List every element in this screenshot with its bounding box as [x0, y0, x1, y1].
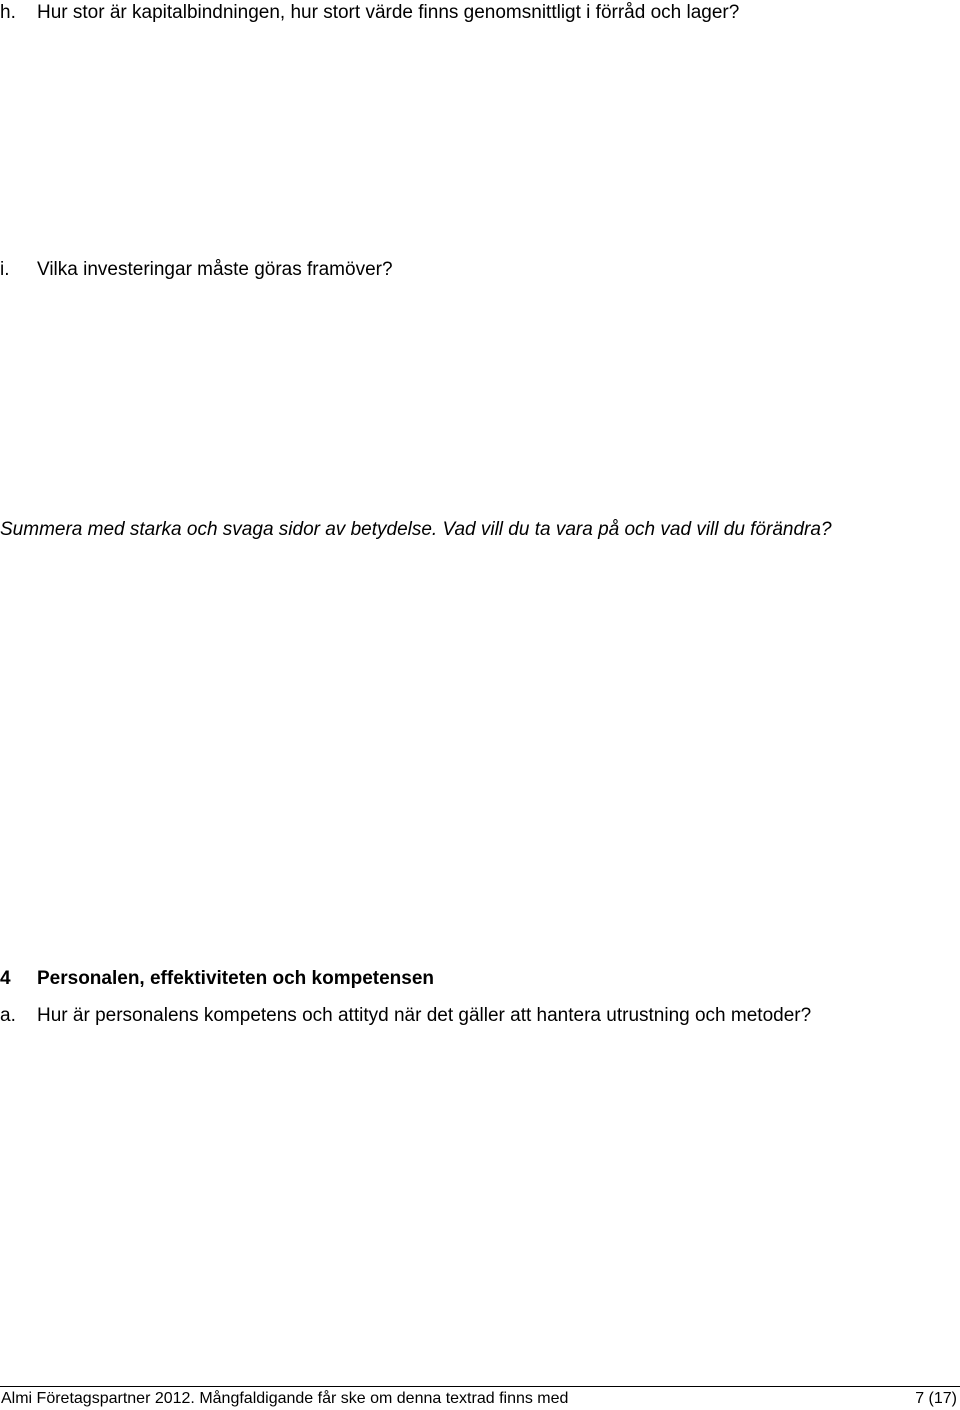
page-footer	[0, 1386, 960, 1410]
question-text: Vilka investeringar måste göras framöver?	[37, 259, 393, 280]
question-h	[0, 1, 739, 25]
section-number: 4	[0, 968, 11, 989]
section-title: Personalen, effektiviteten och kompetensen	[37, 968, 435, 989]
footer-copyright: Almi Företagspartner 2012. Mångfaldigande får ske om denna textrad finns med	[1, 1390, 569, 1407]
question-marker: i.	[0, 259, 10, 280]
question-a	[0, 1004, 811, 1028]
page-number: 7 (17)	[915, 1390, 957, 1407]
question-marker: h.	[0, 2, 16, 23]
question-i	[0, 258, 393, 282]
section-heading	[0, 967, 434, 991]
question-text: Hur stor är kapitalbindningen, hur stort värde finns genomsnittligt i förråd och lager?	[37, 2, 740, 23]
question-text: Hur är personalens kompetens och attityd när det gäller att hantera utrustning och metoder?	[37, 1005, 812, 1026]
summary-prompt: Summera med starka och svaga sidor av betydelse. Vad vill du ta vara på och vad vill du förändra?	[0, 519, 832, 540]
question-marker: a.	[0, 1005, 16, 1026]
